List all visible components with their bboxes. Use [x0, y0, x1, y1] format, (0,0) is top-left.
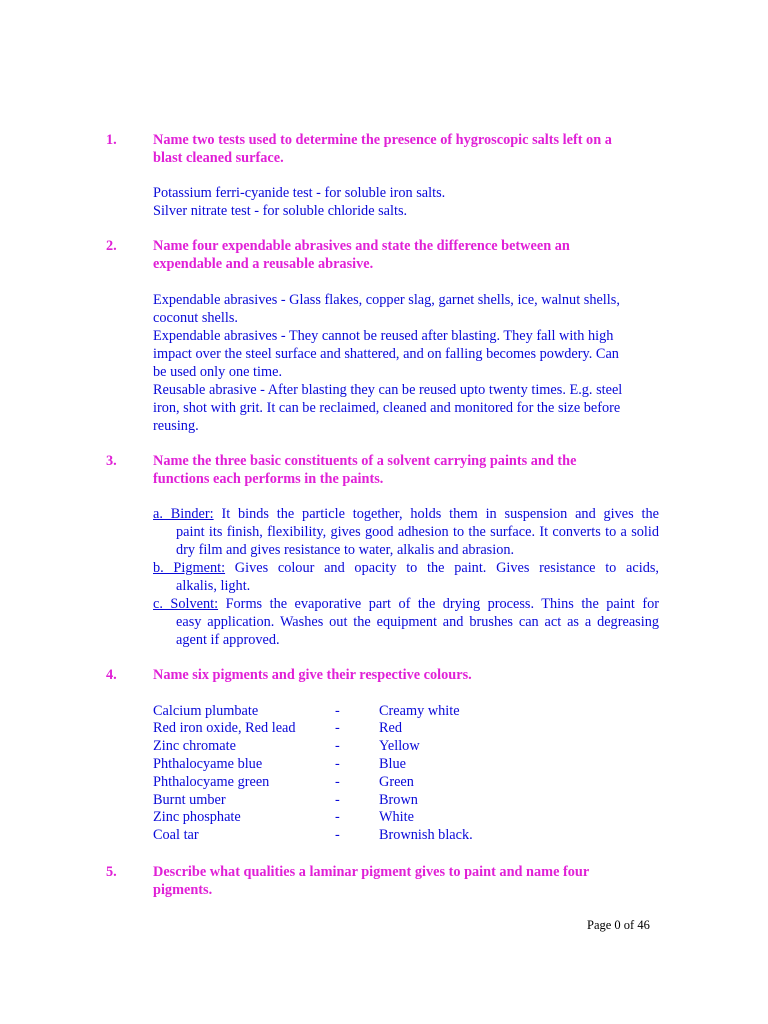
- constituent-continuation: [153, 613, 659, 649]
- pigment-dash: -: [335, 703, 340, 719]
- pigment-name: Phthalocyame blue: [153, 756, 263, 772]
- question-text: [153, 237, 653, 273]
- pigment-name: Zinc phosphate: [153, 809, 241, 825]
- constituent-line: alkalis, light.: [176, 578, 251, 594]
- constituent-line: agent if approved.: [176, 632, 280, 648]
- question-text: [153, 666, 653, 684]
- answer-line: reusing.: [153, 418, 199, 434]
- pigment-colour: Yellow: [379, 738, 420, 754]
- pigment-name: Burnt umber: [153, 792, 226, 808]
- pigment-colour: Red: [379, 720, 403, 736]
- constituent-line: paint its finish, flexibility, gives good adhesion to the surface. It converts to a: [176, 524, 627, 540]
- constituent-line: solid dry film and gives resistance to water, alkalis and abrasion.: [176, 524, 660, 558]
- constituent-text: Forms the evaporative part of the drying process. Thins the paint for: [225, 596, 660, 612]
- question-line: expendable and a reusable abrasive.: [153, 256, 374, 272]
- pigment-dash: -: [335, 809, 340, 825]
- pigment-colour: Brownish black.: [379, 827, 473, 843]
- question-number: 5.: [106, 864, 117, 880]
- pigment-dash: -: [335, 774, 340, 790]
- answer-line: Reusable abrasive - After blasting they can be reused upto twenty times. E.g. steel: [153, 382, 623, 398]
- question-line: Name four expendable abrasives and state the difference between an: [153, 238, 570, 254]
- answer-line: Silver nitrate test - for soluble chloride salts.: [153, 203, 408, 219]
- question-line: Describe what qualities a laminar pigment gives to paint and name four: [153, 864, 590, 880]
- pigment-row: [153, 808, 553, 826]
- answer-line: Expendable abrasives - They cannot be reused after blasting. They fall with high: [153, 328, 614, 344]
- constituent-continuation: [153, 523, 659, 559]
- pigment-row: [153, 791, 553, 809]
- constituent-first-line: [153, 595, 659, 613]
- question-line: Name six pigments and give their respective colours.: [153, 667, 472, 683]
- answer-line: Potassium ferri-cyanide test - for soluble iron salts.: [153, 185, 446, 201]
- pigment-colour: Green: [379, 774, 414, 790]
- question-text: [153, 452, 653, 488]
- constituent-label: b. Pigment:: [153, 560, 226, 576]
- pigment-row: [153, 702, 553, 720]
- question-number: 4.: [106, 667, 117, 683]
- question-number: 1.: [106, 132, 117, 148]
- constituent-label: c. Solvent:: [153, 596, 219, 612]
- pigment-colour: Brown: [379, 792, 418, 808]
- answer-line: impact over the steel surface and shattered, and on falling becomes powdery. Can: [153, 346, 619, 362]
- question-line: pigments.: [153, 882, 213, 898]
- pigment-colour: Blue: [379, 756, 407, 772]
- answer-1: [153, 184, 659, 220]
- pigment-name: Coal tar: [153, 827, 199, 843]
- pigment-name: Calcium plumbate: [153, 703, 259, 719]
- pigment-dash: -: [335, 792, 340, 808]
- answer-2: [153, 291, 659, 435]
- answer-line: be used only one time.: [153, 364, 283, 380]
- constituent-text: Gives colour and opacity to the paint. Gives resistance to acids,: [234, 560, 659, 576]
- pigment-colour: Creamy white: [379, 703, 460, 719]
- pigment-dash: -: [335, 720, 340, 736]
- constituent-first-line: [153, 559, 659, 577]
- constituent-continuation: [153, 577, 659, 595]
- answer-line: coconut shells.: [153, 310, 238, 326]
- constituent-line: easy application. Washes out the equipment and brushes can act as a degreasing: [176, 614, 659, 630]
- question-text: [153, 131, 653, 167]
- question-line: Name two tests used to determine the presence of hygroscopic salts left on a: [153, 132, 612, 148]
- question-line: functions each performs in the paints.: [153, 471, 384, 487]
- constituent-label: a. Binder:: [153, 506, 214, 522]
- constituent-pigment: [153, 559, 659, 595]
- pigment-row: [153, 826, 553, 844]
- question-text: [153, 863, 653, 899]
- answer-line: Expendable abrasives - Glass flakes, copper slag, garnet shells, ice, walnut shells,: [153, 292, 620, 308]
- pigment-name: Phthalocyame green: [153, 774, 270, 790]
- pigment-name: Red iron oxide, Red lead: [153, 720, 296, 736]
- pigment-row: [153, 737, 553, 755]
- constituent-text: It binds the particle together, holds them in suspension and gives the: [221, 506, 659, 522]
- pigment-dash: -: [335, 827, 340, 843]
- page-number: Page 0 of 46: [587, 918, 650, 932]
- pigment-row: [153, 755, 553, 773]
- constituent-binder: [153, 505, 659, 559]
- pigment-name: Zinc chromate: [153, 738, 236, 754]
- question-line: blast cleaned surface.: [153, 150, 284, 166]
- question-number: 2.: [106, 238, 117, 254]
- constituent-solvent: [153, 595, 659, 649]
- pigment-dash: -: [335, 738, 340, 754]
- constituent-first-line: [153, 505, 659, 523]
- question-number: 3.: [106, 453, 117, 469]
- pigment-row: [153, 773, 553, 791]
- answer-line: iron, shot with grit. It can be reclaimed, cleaned and monitored for the size before: [153, 400, 621, 416]
- pigment-dash: -: [335, 756, 340, 772]
- question-line: Name the three basic constituents of a solvent carrying paints and the: [153, 453, 577, 469]
- pigment-colour: White: [379, 809, 414, 825]
- pigment-row: [153, 719, 553, 737]
